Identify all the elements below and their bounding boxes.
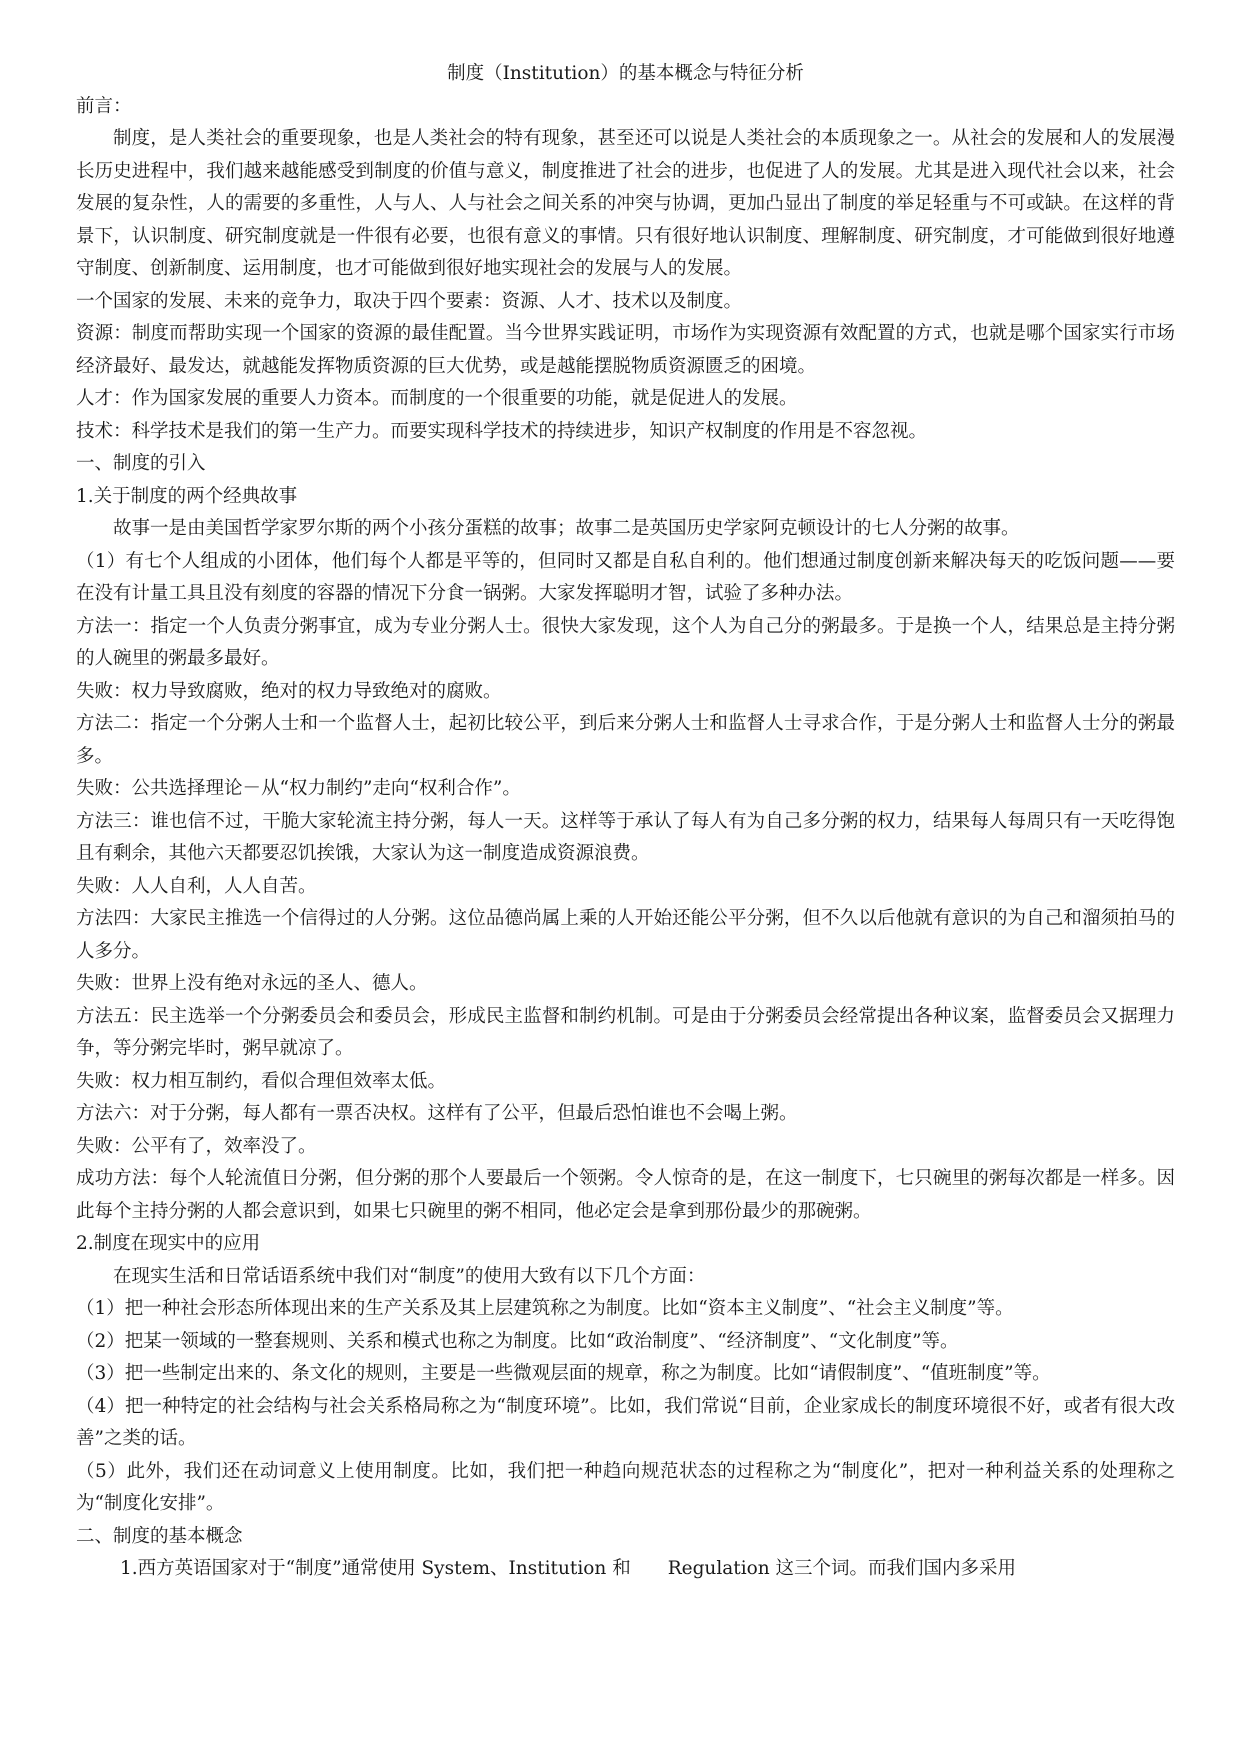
method-1: 方法一：指定一个人负责分粥事宜，成为专业分粥人士。很快大家发现，这个人为自己分的粥最多。于是换一个人，结果总是主持分粥的人碗里的粥最多最好。: [76, 615, 1175, 669]
section-heading-1: 一、制度的引入: [76, 453, 206, 474]
failure-2: 失败：公共选择理论－从“权力制约”走向“权利合作”。: [76, 778, 521, 799]
usage-intro-paragraph: 在现实生活和日常话语系统中我们对“制度”的使用大致有以下几个方面：: [113, 1265, 706, 1287]
failure-5: 失败：权力相互制约，看似合理但效率太低。: [76, 1070, 447, 1092]
stories-intro-paragraph: 故事一是由美国哲学家罗尔斯的两个小孩分蛋糕的故事；故事二是英国历史学家阿克顿设计的七人分粥的故事。: [113, 518, 1020, 539]
method-6: 方法六：对于分粥，每人都有一票否决权。这样有了公平，但最后恐怕谁也不会喝上粥。: [76, 1103, 798, 1124]
technology-paragraph: 技术：科学技术是我们的第一生产力。而要实现科学技术的持续进步，知识产权制度的作用是不容忽视。: [76, 420, 928, 442]
failure-3: 失败：人人自利，人人自苦。: [76, 875, 317, 897]
usage-item-4: （4）把一种特定的社会结构与社会关系格局称之为“制度环境”。比如，我们常说“目前，企业家成长的制度环境很不好，或者有很大改善”之类的话。: [76, 1395, 1175, 1449]
failure-4: 失败：世界上没有绝对永远的圣人、德人。: [76, 973, 428, 994]
failure-6: 失败：公平有了，效率没了。: [76, 1135, 317, 1157]
preface-label: 前言：: [76, 95, 132, 117]
subsection-heading-2: 2.制度在现实中的应用: [76, 1233, 261, 1254]
document-title: 制度（Institution）的基本概念与特征分析: [447, 63, 804, 84]
subsection-heading-1: 1.关于制度的两个经典故事: [76, 485, 298, 507]
method-2: 方法二：指定一个分粥人士和一个监督人士，起初比较公平，到后来分粥人士和监督人士寻求合作，于是分粥人士和监督人士分的粥最多。: [76, 713, 1175, 767]
resources-paragraph: 资源：制度而帮助实现一个国家的资源的最佳配置。当今世界实践证明，市场作为实现资源有效配置的方式，也就是哪个国家实行市场经济最好、最发达，就越能发挥物质资源的巨大优势，或是越能摆脱物质资源匮乏的困境。: [76, 323, 1175, 377]
talent-paragraph: 人才：作为国家发展的重要人力资本。而制度的一个很重要的功能，就是促进人的发展。: [76, 388, 798, 409]
section-heading-2: 二、制度的基本概念: [76, 1525, 243, 1547]
usage-item-3: （3）把一些制定出来的、条文化的规则，主要是一些微观层面的规章，称之为制度。比如“请假制度”、“值班制度”等。: [76, 1363, 1051, 1384]
usage-item-5: （5）此外，我们还在动词意义上使用制度。比如，我们把一种趋向规范状态的过程称之为“制度化”，把对一种利益关系的处理称之为“制度化安排”。: [76, 1460, 1175, 1514]
failure-1: 失败：权力导致腐败，绝对的权力导致绝对的腐败。: [76, 680, 502, 702]
story-item-1: （1）有七个人组成的小团体，他们每个人都是平等的，但同时又都是自私自利的。他们想通过制度创新来解决每天的吃饭问题——要在没有计量工具且没有刻度的容器的情况下分食一锅粥。大家发挥聪明才智，试验了多种办法。: [76, 550, 1175, 604]
method-3: 方法三：谁也信不过，干脆大家轮流主持分粥，每人一天。这样等于承认了每人有为自己多分粥的权力，结果每人每周只有一天吃得饱且有剩余，其他六天都要忍饥挨饿，大家认为这一制度造成资源浪费。: [76, 810, 1175, 864]
concept-paragraph-1: 1.西方英语国家对于“制度”通常使用 System、Institution 和 Regulation 这三个词。而我们国内多采用: [120, 1558, 1017, 1579]
method-4: 方法四：大家民主推选一个信得过的人分粥。这位品德尚属上乘的人开始还能公平分粥，但不久以后他就有意识的为自己和溜须拍马的人多分。: [76, 908, 1175, 962]
success-method: 成功方法：每个人轮流值日分粥，但分粥的那个人要最后一个领粥。令人惊奇的是，在这一制度下，七只碗里的粥每次都是一样多。因此每个主持分粥的人都会意识到，如果七只碗里的粥不相同，他必定会是拿到那份最少的那碗粥。: [76, 1168, 1175, 1222]
method-5: 方法五：民主选举一个分粥委员会和委员会，形成民主监督和制约机制。可是由于分粥委员会经常提出各种议案，监督委员会又据理力争，等分粥完毕时，粥早就凉了。: [76, 1005, 1175, 1059]
usage-item-2: （2）把某一领域的一整套规则、关系和模式也称之为制度。比如“政治制度”、“经济制度”、“文化制度”等。: [76, 1330, 959, 1352]
preface-paragraph: 制度，是人类社会的重要现象，也是人类社会的特有现象，甚至还可以说是人类社会的本质现象之一。从社会的发展和人的发展漫长历史进程中，我们越来越能感受到制度的价值与意义，制度推进了社会的进步，也促进了人的发展。尤其是进入现代社会以来，社会发展的复杂性，人的需要的多重性，人与人、人与社会之间关系的冲突与协调，更加凸显出了制度的举足轻重与不可或缺。在这样的背景下，认识制度、研究制度就是一件很有必要，也很有意义的事情。只有很好地认识制度、理解制度、研究制度，才可能做到很好地遵守制度、创新制度、运用制度，也才可能做到很好地实现社会的发展与人的发展。: [76, 128, 1175, 279]
usage-item-1: （1）把一种社会形态所体现出来的生产关系及其上层建筑称之为制度。比如“资本主义制度”、“社会主义制度”等。: [76, 1298, 1014, 1319]
four-factors-paragraph: 一个国家的发展、未来的竞争力，取决于四个要素：资源、人才、技术以及制度。: [76, 290, 743, 312]
